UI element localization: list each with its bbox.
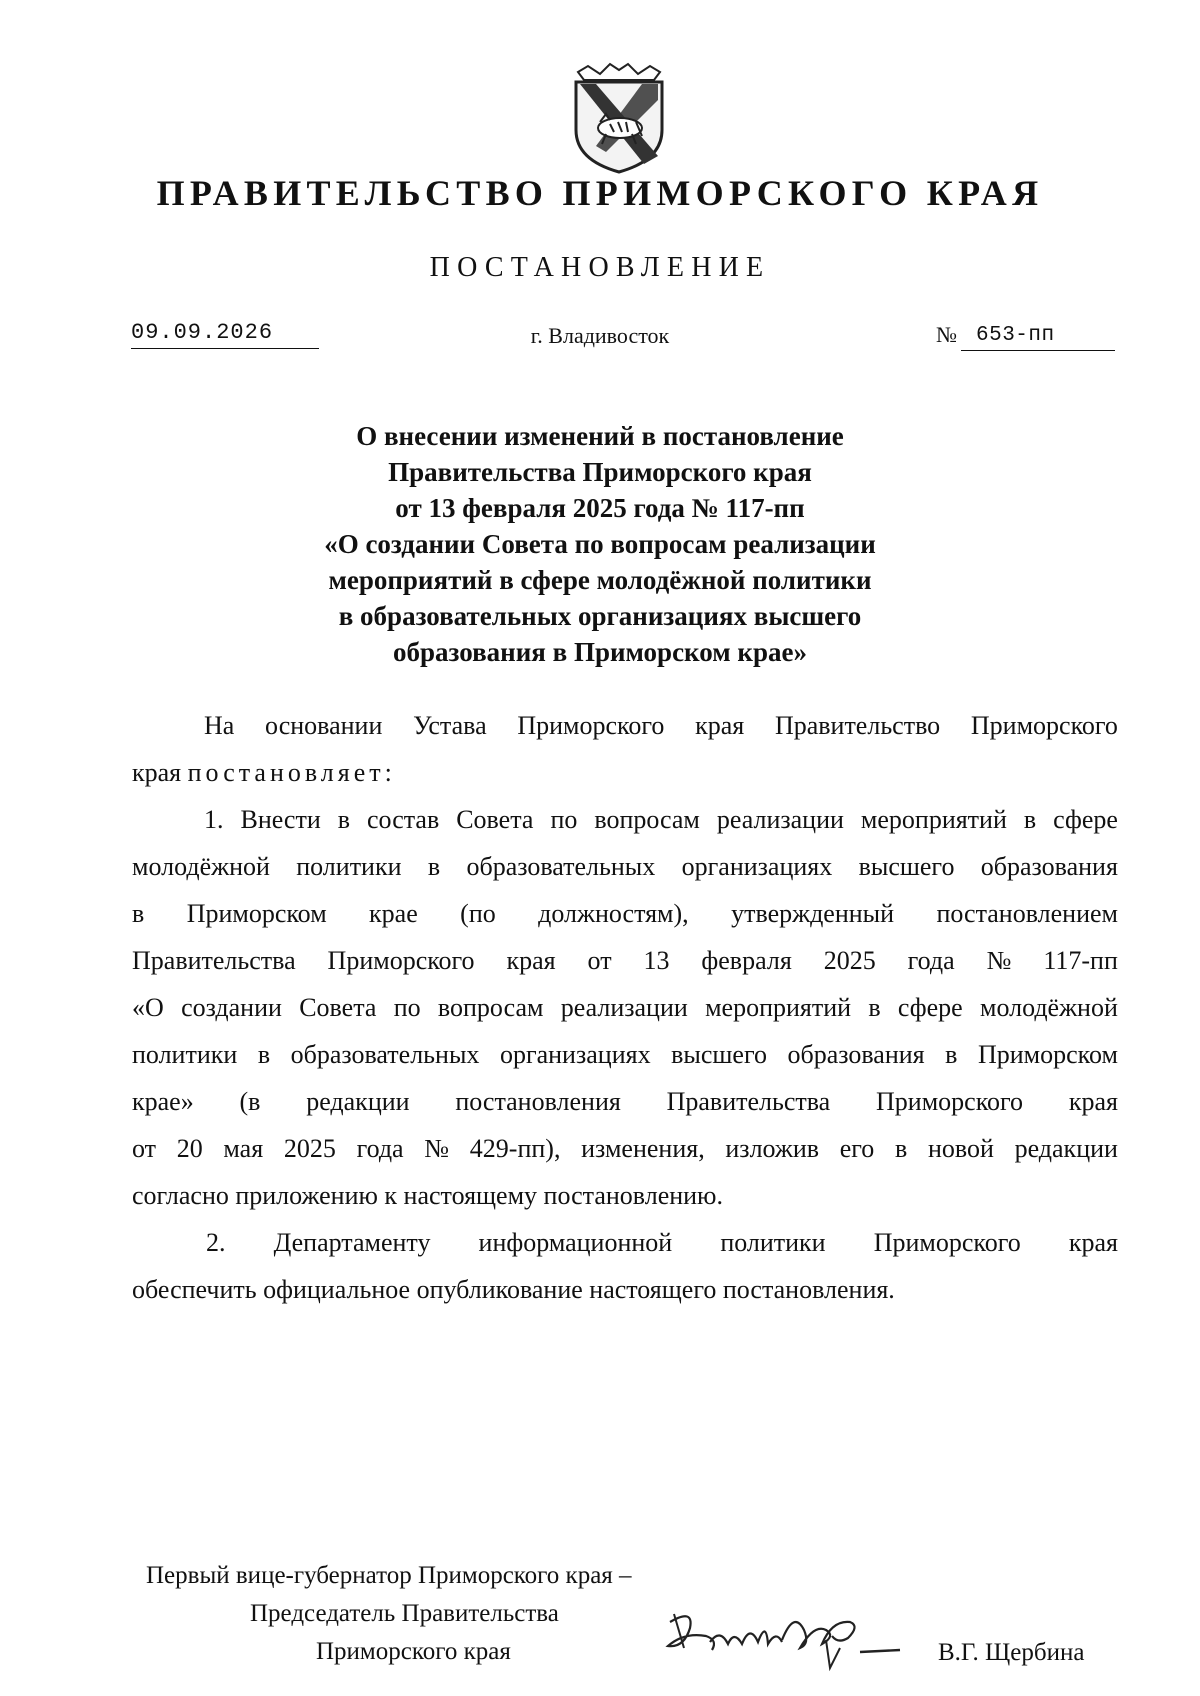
- heading-line: в образовательных организациях высшего: [338, 601, 862, 631]
- word: Приморского: [970, 711, 1118, 740]
- coat-of-arms-icon: [566, 60, 672, 176]
- word: политики: [296, 852, 402, 881]
- word: 20: [176, 1134, 203, 1163]
- word: политики: [132, 1040, 238, 1069]
- item1-line: [132, 1084, 1118, 1131]
- word: редакции: [1014, 1134, 1118, 1163]
- item1-line: [132, 1131, 1118, 1178]
- word: года: [907, 946, 955, 975]
- item1-line: [132, 802, 1118, 849]
- item1-line: [132, 896, 1118, 943]
- word: Правительства: [132, 946, 296, 975]
- word: постановлением: [936, 899, 1118, 928]
- word: его: [839, 1134, 875, 1163]
- organization-title: ПРАВИТЕЛЬСТВО ПРИМОРСКОГО КРАЯ: [156, 173, 1044, 213]
- document-body: [132, 708, 1118, 1319]
- word: в: [257, 1040, 271, 1069]
- word: образования: [787, 1040, 925, 1069]
- preamble-line: [132, 755, 1118, 802]
- word: состав: [367, 805, 440, 834]
- document-heading: [170, 418, 1030, 670]
- word: 2025: [283, 1134, 336, 1163]
- word: редакции: [306, 1087, 410, 1116]
- heading-line: от 13 февраля 2025 года № 117-пп: [395, 493, 805, 523]
- document-type: ПОСТАНОВЛЕНИЕ: [429, 252, 771, 283]
- paragraph-text: обеспечить официальное опубликование настоящего постановления.: [132, 1275, 895, 1304]
- heading-line: образования в Приморском крае»: [393, 637, 807, 667]
- number-sign: №: [936, 322, 957, 347]
- signer-position-line: Первый вице-губернатор Приморского края –: [146, 1562, 632, 1589]
- item1-line: [132, 990, 1118, 1037]
- word: новой: [927, 1134, 994, 1163]
- word: в: [868, 993, 881, 1022]
- word: реализации: [716, 805, 844, 834]
- word: образовательных: [290, 1040, 480, 1069]
- word: от: [132, 1134, 157, 1163]
- word: Совета: [299, 993, 377, 1022]
- paragraph-text: края: [132, 758, 182, 787]
- word: реализации: [560, 993, 688, 1022]
- word: изменения,: [581, 1134, 705, 1163]
- document-city: г. Владивосток: [530, 323, 670, 348]
- handwritten-signature-icon: [654, 1600, 919, 1678]
- word: года: [356, 1134, 404, 1163]
- word: высшего: [671, 1040, 767, 1069]
- word: края: [506, 946, 556, 975]
- word: молодёжной: [132, 852, 270, 881]
- word: №: [424, 1134, 450, 1163]
- word: организациях: [499, 1040, 651, 1069]
- item2-line: [132, 1272, 1118, 1319]
- word: края: [695, 711, 745, 740]
- word: утвержденный: [731, 899, 895, 928]
- word: февраля: [701, 946, 792, 975]
- word: 2.: [206, 1228, 226, 1257]
- word: сфере: [897, 993, 963, 1022]
- word: Устава: [413, 711, 487, 740]
- word: по: [550, 805, 578, 834]
- word: Приморском: [186, 899, 327, 928]
- document-date: 09.09.2026: [131, 320, 274, 345]
- signer-name: В.Г. Щербина: [938, 1639, 1085, 1666]
- word: (в: [239, 1087, 261, 1116]
- word: Приморского: [517, 711, 665, 740]
- word: крае: [369, 899, 418, 928]
- word: в: [1023, 805, 1037, 834]
- word: 117-пп: [1043, 946, 1118, 975]
- word: На: [204, 711, 235, 740]
- signer-position-line: Приморского края: [316, 1638, 511, 1665]
- number-underline: [961, 350, 1115, 351]
- word: в: [895, 1134, 908, 1163]
- heading-line: «О создании Совета по вопросам реализации: [324, 529, 876, 559]
- word: образования: [980, 852, 1118, 881]
- word: изложив: [725, 1134, 820, 1163]
- word: в: [945, 1040, 958, 1069]
- word: образовательных: [466, 852, 656, 881]
- word: высшего: [858, 852, 955, 881]
- word: Департаменту: [273, 1228, 431, 1257]
- word: молодёжной: [979, 993, 1118, 1022]
- document-number: 653-пп: [976, 324, 1055, 347]
- word: №: [986, 946, 1012, 975]
- word: создании: [181, 993, 282, 1022]
- word: Правительство: [774, 711, 941, 740]
- item2-line: [132, 1225, 1118, 1272]
- word: Приморского: [876, 1087, 1024, 1116]
- word: вопросам: [437, 993, 544, 1022]
- word: 13: [643, 946, 670, 975]
- word: 429-пп),: [469, 1134, 561, 1163]
- preamble-line: [132, 708, 1118, 755]
- word: мероприятий: [860, 805, 1007, 834]
- heading-line: Правительства Приморского края: [388, 457, 812, 487]
- item1-line: [132, 1037, 1118, 1084]
- word: в: [427, 852, 441, 881]
- paragraph-text: согласно приложению к настоящему постановлению.: [132, 1181, 723, 1210]
- word: «О: [132, 993, 164, 1022]
- word: вопросам: [594, 805, 700, 834]
- word: Приморского: [327, 946, 475, 975]
- word: политики: [720, 1228, 826, 1257]
- word: организациях: [681, 852, 833, 881]
- item1-line: [132, 849, 1118, 896]
- item1-line: [132, 943, 1118, 990]
- word: в: [337, 805, 351, 834]
- resolve-word: постановляет:: [187, 758, 396, 787]
- word: информационной: [478, 1228, 673, 1257]
- word: от: [587, 946, 612, 975]
- word: мая: [223, 1134, 264, 1163]
- word: Правительства: [666, 1087, 831, 1116]
- word: края: [1068, 1228, 1118, 1257]
- word: основании: [265, 711, 383, 740]
- word: 2025: [823, 946, 876, 975]
- word: в: [132, 899, 145, 928]
- word: Приморского: [873, 1228, 1021, 1257]
- word: мероприятий: [705, 993, 852, 1022]
- word: 1.: [204, 805, 224, 834]
- word: крае»: [132, 1087, 194, 1116]
- item1-line: [132, 1178, 1118, 1225]
- word: края: [1068, 1087, 1118, 1116]
- word: Внести: [240, 805, 321, 834]
- word: должностям),: [538, 899, 689, 928]
- heading-line: мероприятий в сфере молодёжной политики: [328, 565, 872, 595]
- word: Приморском: [977, 1040, 1118, 1069]
- word: Совета: [456, 805, 534, 834]
- word: постановления: [455, 1087, 621, 1116]
- word: сфере: [1053, 805, 1118, 834]
- signer-position-line: Председатель Правительства: [250, 1600, 559, 1627]
- word: по: [393, 993, 421, 1022]
- word: (по: [460, 899, 496, 928]
- heading-line: О внесении изменений в постановление: [356, 421, 844, 451]
